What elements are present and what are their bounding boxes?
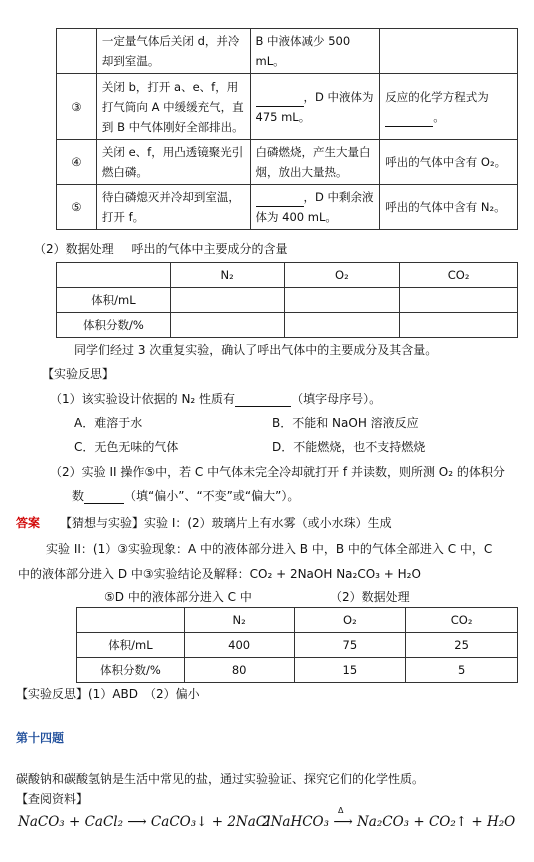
step-num: ③ — [57, 74, 97, 140]
section-title: 第十四题 — [16, 731, 65, 745]
answer-line-2: 实验 II：(1）③实验现象：A 中的液体部分进入 B 中，B 中的气体全部进入 C 中，C — [46, 542, 493, 556]
table-row: 体积/mL 400 75 25 — [77, 633, 518, 658]
answer-line-1: 【猜想与实验】实验 I：(2）玻璃片上有水雾（或小水珠）生成 — [60, 516, 392, 530]
reflection-title: 【实验反思】 — [42, 367, 115, 381]
answer-blank — [256, 94, 304, 107]
table-row: 体积分数/% 80 15 5 — [77, 658, 518, 683]
step-conclusion: 呼出的气体中含有 N₂。 — [380, 185, 518, 230]
option-a: A．难溶于水 — [74, 416, 143, 430]
question-2-cont: 数 （填“偏小”、“不变”或“偏大”）。 — [72, 489, 300, 503]
step-num: ⑤ — [57, 185, 97, 230]
reference-title: 【查阅资料】 — [16, 792, 89, 806]
option-d: D．不能燃烧，也不支持燃烧 — [272, 440, 426, 454]
equation-2: 2NaHCO₃ ⟶ Na₂CO₃ + CO₂↑ + H₂O — [262, 814, 516, 830]
step-phenomenon: ，D 中剩余液体为 400 mL。 — [250, 185, 380, 230]
question-1: （1）该实验设计依据的 N₂ 性质有 （填字母序号）。 — [50, 392, 382, 406]
step-conclusion: 反应的化学方程式为 。 — [380, 74, 518, 140]
data-processing-heading: （2）数据处理 呼出的气体中主要成分的含量 — [34, 242, 288, 256]
step-num — [57, 29, 97, 74]
step-num: ④ — [57, 140, 97, 185]
answer-blank — [256, 194, 304, 207]
step-conclusion: 呼出的气体中含有 O₂。 — [380, 140, 518, 185]
step-operation: 关闭 e、f，用凸透镜聚光引燃白磷。 — [96, 140, 250, 185]
answer-tag: 答案 — [16, 516, 41, 530]
step-phenomenon: 白磷燃烧，产生大量白烟，放出大量热。 — [250, 140, 380, 185]
answer-line-4a: ⑤D 中的液体部分进入 C 中 — [104, 590, 252, 604]
steps-table — [56, 28, 518, 230]
question-2: （2）实验 II 操作⑤中，若 C 中气体未完全冷却就打开 f 并读数，则所测 O₂ 的体积分 — [50, 465, 505, 479]
conclusion-line: 同学们经过 3 次重复实验，确认了呼出气体中的主要成分及其含量。 — [74, 343, 438, 357]
answer-table: N₂ O₂ CO₂ 体积/mL 400 75 25 体积分数/% 80 15 5 — [76, 607, 518, 683]
answer-line-3: 中的液体部分进入 D 中③实验结论及解释：CO₂ + 2NaOH Na₂CO₃ + H₂O — [18, 567, 421, 581]
step-phenomenon: ，D 中液体为 475 mL。 — [250, 74, 380, 140]
answer-line-4b: （2）数据处理 — [330, 590, 410, 604]
step-operation: 关闭 b，打开 a、e、f，用打气筒向 A 中缓缓充气，直到 B 中气体刚好全部排出。 — [96, 74, 250, 140]
option-c: C．无色无味的气体 — [74, 440, 179, 454]
data-table: N₂ O₂ CO₂ 体积/mL 体积分数/% — [56, 262, 518, 338]
step-conclusion — [380, 29, 518, 74]
equation-condition: Δ — [338, 806, 344, 815]
option-b: B．不能和 NaOH 溶液反应 — [272, 416, 419, 430]
answer-blank — [84, 491, 124, 504]
equation-1: NaCO₃ + CaCl₂ ⟶ CaCO₃↓ + 2NaCl — [18, 814, 271, 830]
step-operation: 待白磷熄灭并冷却到室温，打开 f。 — [96, 185, 250, 230]
step-operation: 一定量气体后关闭 d，并冷却到室温。 — [96, 29, 250, 74]
answer-blank — [385, 114, 433, 127]
answer-reflection: 【实验反思】(1）ABD （2）偏小 — [16, 687, 200, 701]
step-phenomenon: B 中液体减少 500 mL。 — [250, 29, 380, 74]
answer-blank — [235, 394, 291, 407]
section-intro: 碳酸钠和碳酸氢钠是生活中常见的盐，通过实验验证、探究它们的化学性质。 — [16, 772, 425, 786]
